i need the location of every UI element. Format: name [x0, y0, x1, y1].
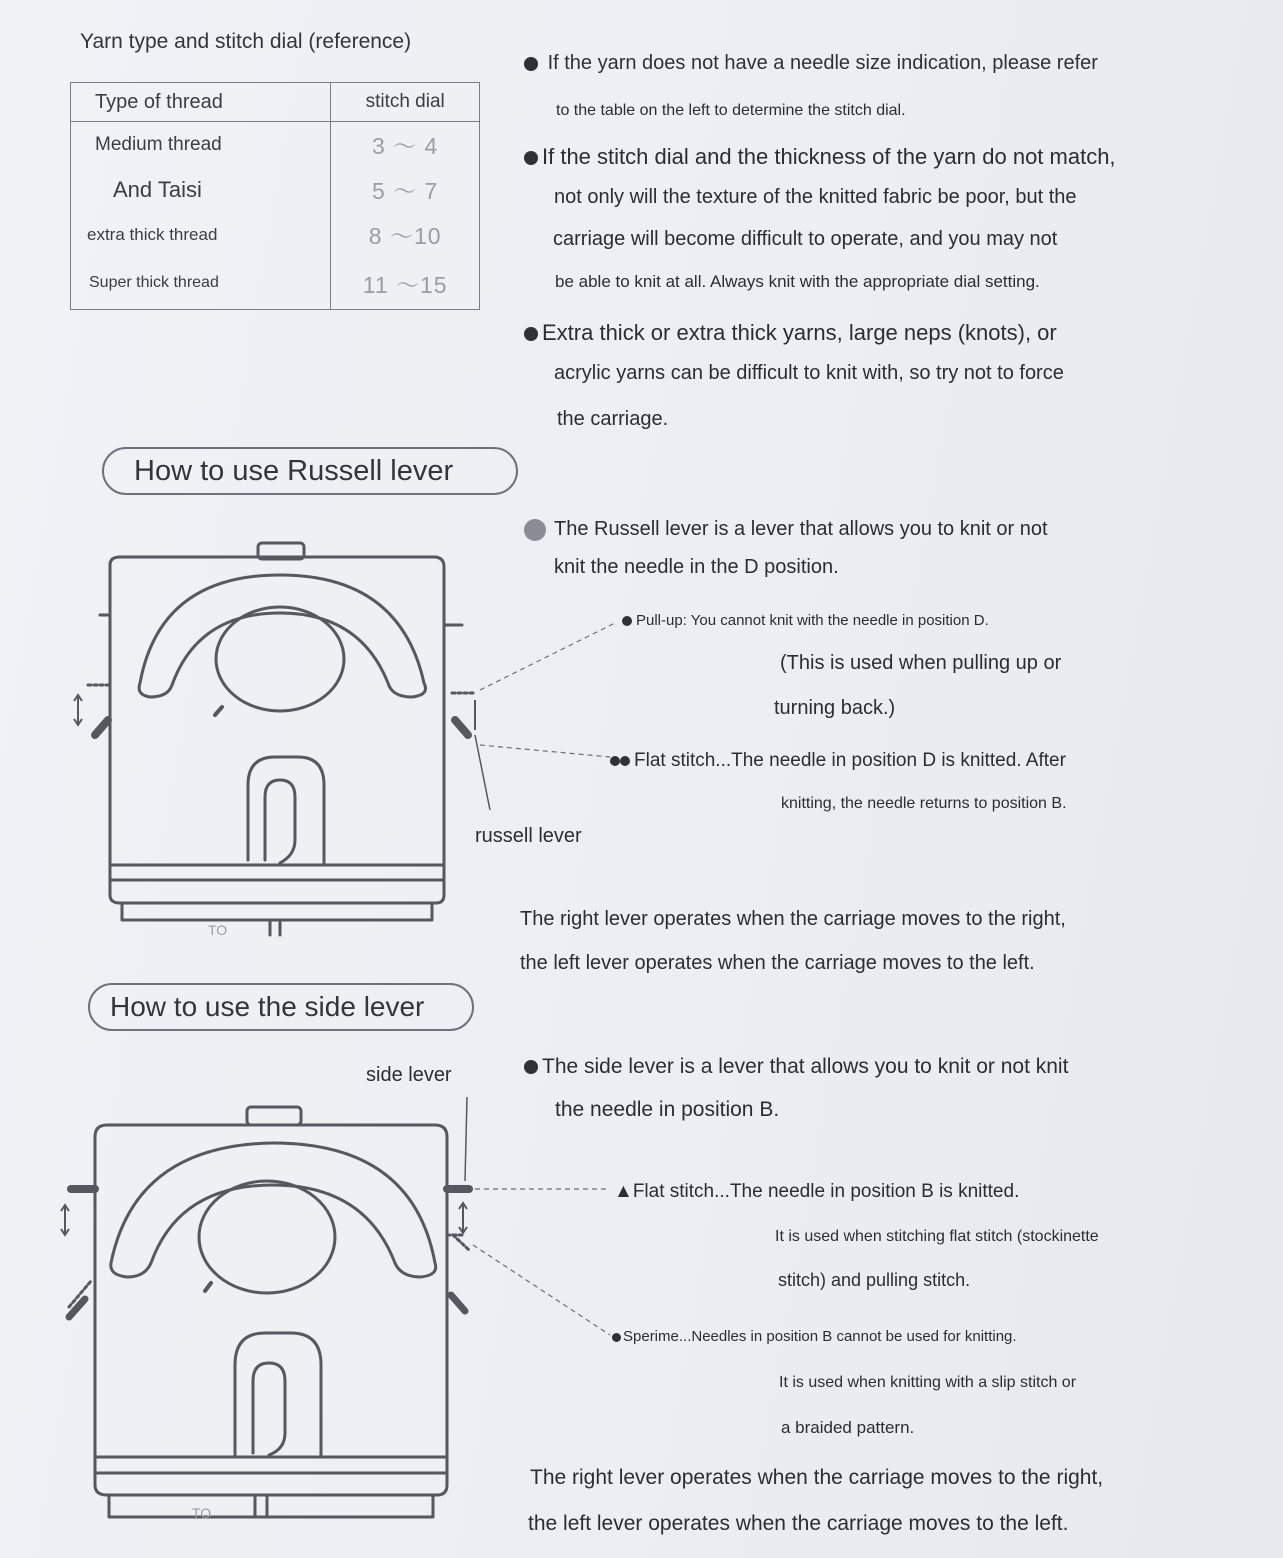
table-row: [71, 257, 480, 310]
bullet-icon: [524, 1060, 538, 1074]
note-2-cont: not only will the texture of the knitted fabric be poor, but the: [554, 186, 1077, 208]
machine-mark: TO: [208, 922, 228, 938]
side-flat: ▲Flat stitch...The needle in position B is knitted.: [614, 1181, 1020, 1202]
note-1: If the yarn does not have a needle size indication, please refer: [524, 52, 1098, 75]
side-lever-heading: How to use the side lever: [88, 983, 474, 1031]
dial-value: 11 ～15: [331, 257, 480, 310]
side-flat-note: stitch) and pulling stitch.: [778, 1270, 971, 1290]
russell-intro: The Russell lever is a lever that allows you to knit or not: [524, 518, 1048, 541]
dial-value: 8 ～10: [331, 212, 480, 257]
note-3-cont: the carriage.: [557, 408, 669, 430]
bullet-icon: [620, 756, 630, 766]
russell-flat-note: knitting, the needle returns to position B.: [781, 795, 1067, 812]
dial-value: 3 ～ 4: [331, 122, 480, 168]
thread-type: Super thick thread: [71, 257, 331, 310]
russell-direction: The right lever operates when the carriage moves to the right,: [520, 908, 1066, 930]
side-direction: the left lever operates when the carriage moves to the left.: [528, 1512, 1069, 1535]
russell-pullup: Pull-up: You cannot knit with the needle in position D.: [622, 612, 989, 629]
russell-flat: Flat stitch...The needle in position D is knitted. After: [610, 750, 1066, 772]
table-row: [71, 122, 480, 168]
russell-direction: the left lever operates when the carriage moves to the left.: [520, 952, 1035, 974]
note-2-cont: be able to knit at all. Always knit with the appropriate dial setting.: [555, 272, 1040, 291]
bullet-icon: [524, 151, 538, 165]
triangle-icon: ▲: [614, 1181, 633, 1202]
thread-type: Medium thread: [71, 122, 331, 168]
bullet-icon: [524, 57, 538, 71]
russell-carriage-diagram: [70, 535, 620, 945]
russell-pullup-note: (This is used when pulling up or: [780, 652, 1062, 674]
side-flat-note: It is used when stitching flat stitch (stockinette: [775, 1228, 1099, 1245]
side-lever-label: side lever: [366, 1064, 452, 1086]
russell-pullup-note: turning back.): [774, 697, 896, 719]
table-title: Yarn type and stitch dial (reference): [80, 30, 412, 53]
note-3: Extra thick or extra thick yarns, large neps (knots), or: [524, 320, 1057, 346]
bullet-icon: [524, 327, 538, 341]
thread-type: extra thick thread: [71, 212, 331, 257]
thread-type: And Taisi: [71, 167, 331, 212]
dial-value: 5 ～ 7: [331, 167, 480, 212]
russell-intro-cont: knit the needle in the D position.: [554, 556, 839, 578]
side-direction: The right lever operates when the carriage moves to the right,: [530, 1466, 1104, 1489]
side-sperime: Sperime...Needles in position B cannot be used for knitting.: [612, 1328, 1017, 1345]
side-sperime-note: It is used when knitting with a slip stitch or: [779, 1374, 1077, 1391]
machine-mark: TO: [192, 1505, 212, 1521]
russell-lever-heading: How to use Russell lever: [102, 447, 518, 495]
note-1-cont: to the table on the left to determine the stitch dial.: [556, 102, 906, 119]
side-sperime-note: a braided pattern.: [781, 1418, 915, 1437]
table-row: [71, 167, 480, 212]
table-header-type: Type of thread: [71, 83, 331, 122]
note-2: If the stitch dial and the thickness of the yarn do not match,: [524, 144, 1116, 170]
russell-lever-label: russell lever: [475, 825, 582, 847]
note-2-cont: carriage will become difficult to operate, and you may not: [553, 228, 1058, 250]
side-intro-cont: the needle in position B.: [555, 1098, 780, 1121]
yarn-dial-table: [70, 82, 480, 310]
side-intro: The side lever is a lever that allows you to knit or not knit: [524, 1055, 1068, 1079]
table-header-dial: stitch dial: [331, 83, 480, 122]
side-lever-carriage-diagram: [55, 1085, 625, 1525]
note-3-cont: acrylic yarns can be difficult to knit with, so try not to force: [554, 362, 1064, 384]
bullet-icon: [622, 616, 632, 626]
table-row: [71, 212, 480, 257]
